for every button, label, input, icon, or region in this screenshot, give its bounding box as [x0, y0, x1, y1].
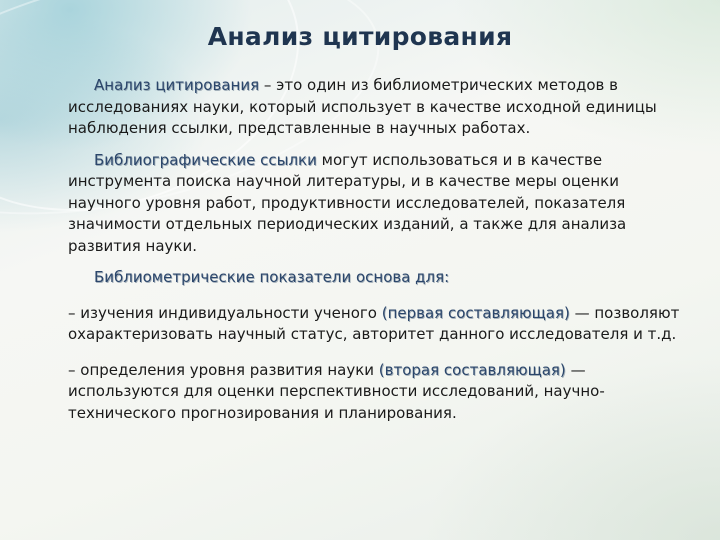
- indicators-heading: Библиометрические показатели основа для:: [94, 268, 450, 286]
- slide-title: Анализ цитирования: [207, 22, 513, 51]
- term-citation-analysis: Анализ цитирования: [94, 76, 260, 94]
- item-text: — позволяют охарактеризовать научный статус, авторитет данного исследователя и т.д.: [68, 303, 680, 343]
- definition-text: – это один из библиометрических методов в исследованиях науки, который использует в качестве исходной единицы наблюдения ссылки, представленные в научных работах.: [68, 76, 657, 137]
- item-lead: – изучения индивидуальности ученого: [68, 303, 382, 322]
- term-first-component: (первая составляющая): [381, 303, 570, 322]
- slide-content: [68, 75, 683, 434]
- term-bibliographic-links: Библиографические ссылки: [94, 150, 317, 169]
- paragraph-bibliographic-links: [68, 150, 683, 258]
- term-second-component: (вторая составляющая): [378, 360, 566, 379]
- paragraph-indicators-heading: [68, 267, 683, 289]
- bibliographic-links-text: могут использоваться и в качестве инструмента поиска научной литературы, и в качестве меры оценки научного уровня работ, продуктивности исследователей, показателя значимости отдельных периодических изданий, а также для анализа развития науки.: [68, 150, 627, 255]
- list-item-second-component: [68, 360, 683, 425]
- list-item-first-component: [68, 303, 683, 346]
- paragraph-definition: [68, 75, 683, 140]
- item-lead: – определения уровня развития науки: [68, 360, 379, 379]
- item-text: — используются для оценки перспективности исследований, научно-технического прогнозирования и планирования.: [68, 360, 605, 422]
